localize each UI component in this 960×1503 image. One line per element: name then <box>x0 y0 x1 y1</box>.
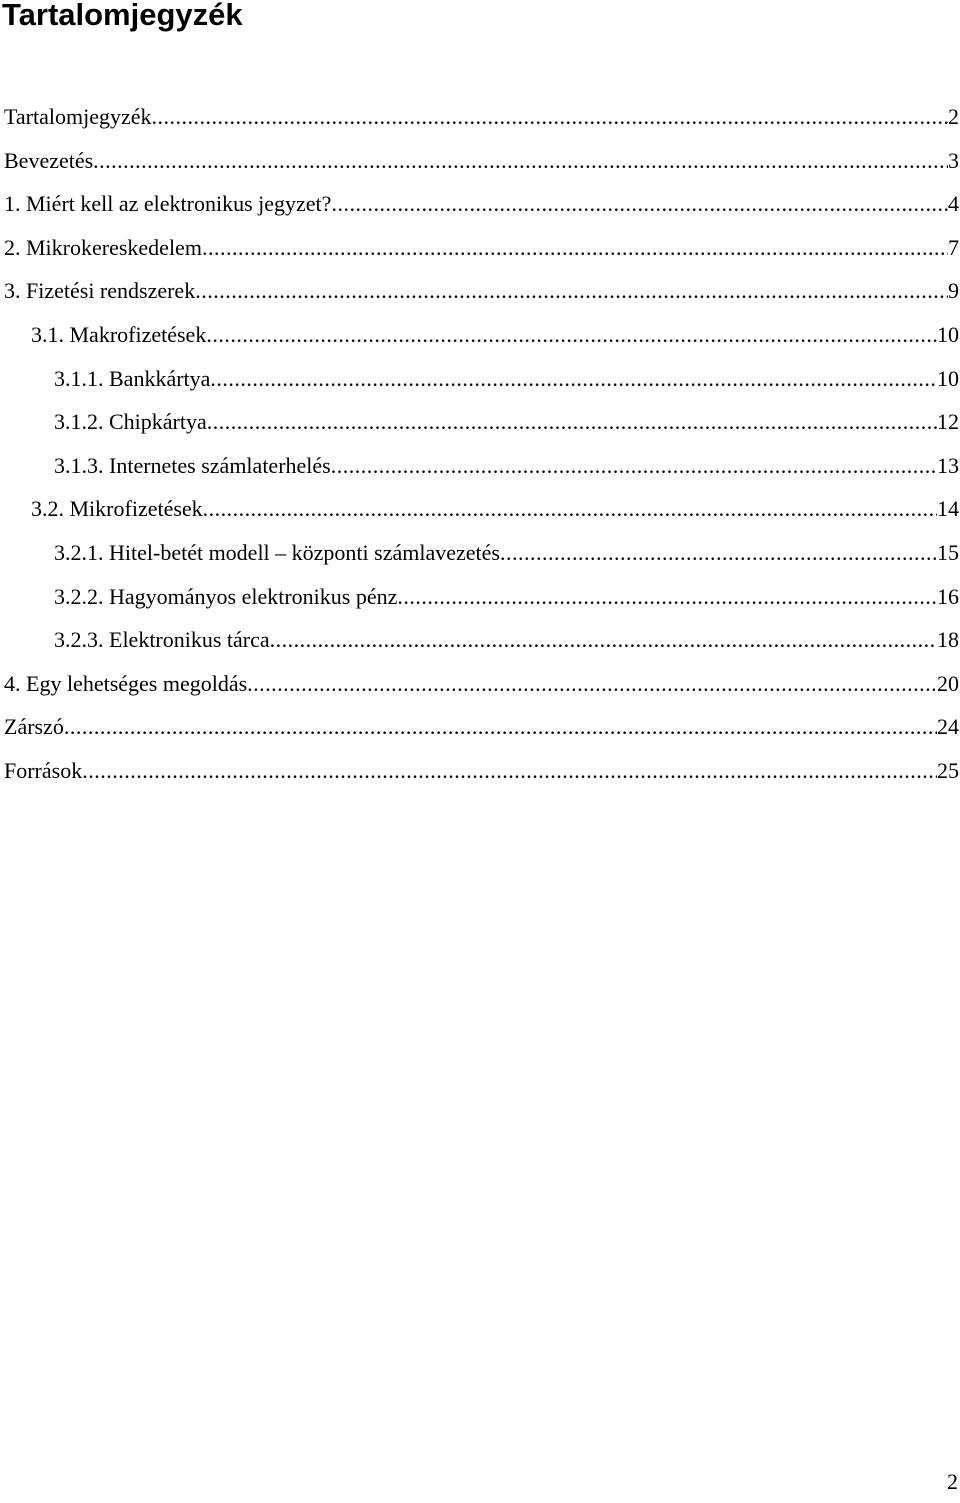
toc-dot-leader <box>195 269 948 313</box>
toc-entry-page: 14 <box>937 496 959 522</box>
table-of-contents <box>0 95 960 793</box>
toc-dot-leader <box>270 618 937 662</box>
toc-entry-label: 3.1.2. Chipkártya <box>54 409 207 435</box>
toc-entry-page: 24 <box>937 714 959 740</box>
toc-entry-section-3-1[interactable] <box>0 313 960 357</box>
toc-entry-label: 3.1. Makrofizetések <box>31 321 207 347</box>
toc-entry-bevezetes[interactable] <box>0 139 960 183</box>
toc-dot-leader <box>93 139 948 183</box>
toc-entry-page: 10 <box>937 365 959 391</box>
toc-entry-forrasok[interactable] <box>0 749 960 793</box>
toc-entry-chapter-2[interactable] <box>0 226 960 270</box>
toc-entry-section-3-1-2[interactable] <box>0 400 960 444</box>
toc-entry-page: 10 <box>937 321 959 347</box>
toc-dot-leader <box>331 444 937 488</box>
page-title: Tartalomjegyzék <box>2 0 243 32</box>
toc-entry-page: 12 <box>937 409 959 435</box>
toc-dot-leader <box>210 357 937 401</box>
toc-entry-page: 20 <box>937 670 959 696</box>
toc-dot-leader <box>152 95 948 139</box>
toc-entry-label: 3.2.3. Elektronikus tárca <box>54 627 270 653</box>
toc-entry-section-3-2-2[interactable] <box>0 575 960 619</box>
toc-entry-page: 2 <box>948 104 959 129</box>
toc-entry-label: 1. Miért kell az elektronikus jegyzet? <box>4 191 332 217</box>
toc-entry-section-3-1-1[interactable] <box>0 357 960 401</box>
toc-entry-label: 2. Mikrokereskedelem <box>4 234 202 260</box>
toc-entry-page: 15 <box>937 539 959 565</box>
toc-entry-section-3-2[interactable] <box>0 487 960 531</box>
toc-entry-page: 7 <box>948 234 959 260</box>
toc-entry-chapter-4[interactable] <box>0 662 960 706</box>
toc-dot-leader <box>207 400 937 444</box>
toc-entry-label: Tartalomjegyzék <box>4 104 152 129</box>
toc-entry-label: 4. Egy lehetséges megoldás <box>4 670 248 696</box>
toc-entry-label: 3. Fizetési rendszerek <box>4 278 196 304</box>
toc-entry-tartalomjegyzek[interactable] <box>0 95 960 139</box>
toc-entry-section-3-2-3[interactable] <box>0 618 960 662</box>
toc-entry-section-3-2-1[interactable] <box>0 531 960 575</box>
toc-entry-page: 3 <box>948 147 959 173</box>
toc-entry-label: 3.2. Mikrofizetések <box>31 496 203 522</box>
toc-entry-label: 3.1.1. Bankkártya <box>54 365 211 391</box>
toc-entry-label: 3.2.1. Hitel-betét modell – központi számlavezetés <box>54 539 500 565</box>
toc-dot-leader <box>202 226 948 270</box>
toc-dot-leader <box>82 749 937 793</box>
toc-dot-leader <box>331 182 948 226</box>
toc-dot-leader <box>203 487 937 531</box>
toc-entry-chapter-1[interactable] <box>0 182 960 226</box>
toc-entry-page: 18 <box>937 627 959 653</box>
toc-entry-page: 4 <box>948 191 959 217</box>
toc-entry-chapter-3[interactable] <box>0 269 960 313</box>
toc-dot-leader <box>206 313 937 357</box>
toc-entry-label: Zárszó <box>4 714 64 740</box>
toc-entry-section-3-1-3[interactable] <box>0 444 960 488</box>
toc-dot-leader <box>397 575 937 619</box>
toc-entry-label: 3.1.3. Internetes számlaterhelés <box>54 452 331 478</box>
toc-entry-page: 25 <box>937 757 959 783</box>
toc-dot-leader <box>500 531 937 575</box>
toc-dot-leader <box>64 705 937 749</box>
toc-entry-label: Források <box>4 757 83 783</box>
toc-entry-label: 3.2.2. Hagyományos elektronikus pénz <box>54 583 398 609</box>
toc-entry-label: Bevezetés <box>4 147 94 173</box>
toc-entry-page: 9 <box>948 278 959 304</box>
toc-entry-page: 13 <box>937 452 959 478</box>
toc-dot-leader <box>247 662 937 706</box>
toc-entry-zarszo[interactable] <box>0 705 960 749</box>
toc-entry-page: 16 <box>937 583 959 609</box>
page-number: 2 <box>947 1469 958 1494</box>
